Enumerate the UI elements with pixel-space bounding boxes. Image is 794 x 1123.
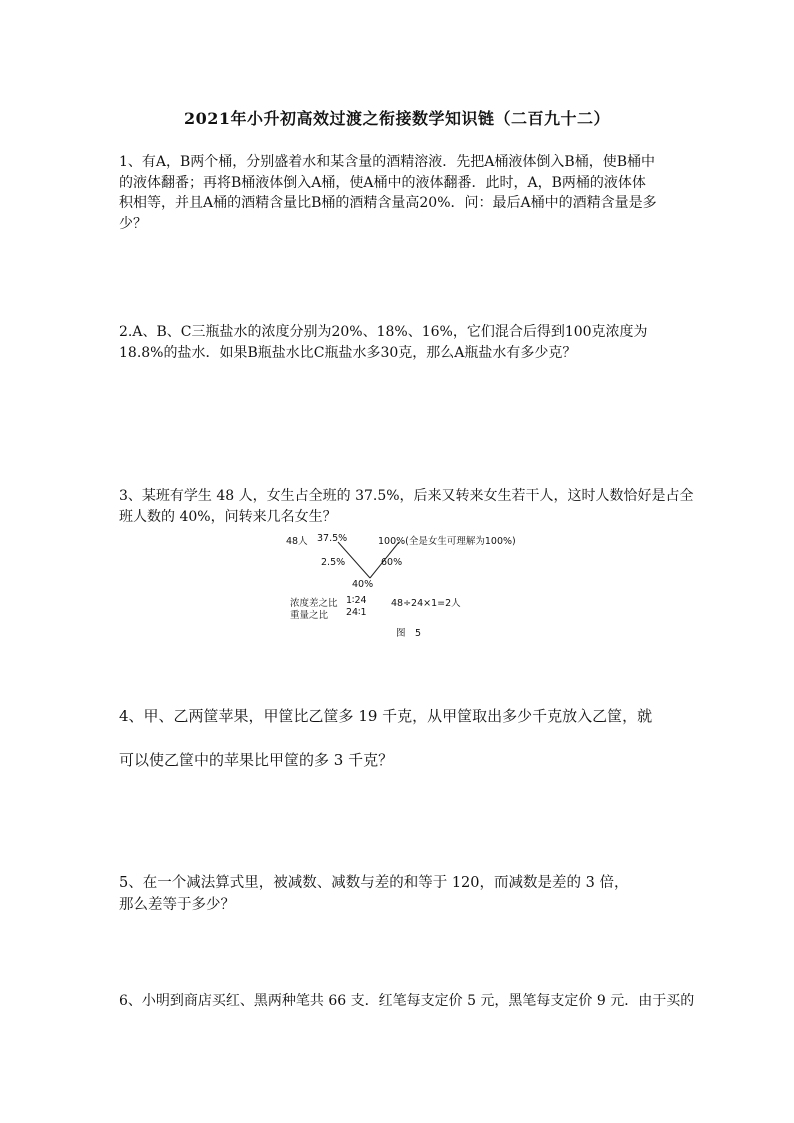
question-1-line: 积相等，并且A桶的酒精含量比B桶的酒精含量高20%．问：最后A桶中的酒精含量是多 <box>119 195 657 211</box>
figure-left-pct: 37.5% <box>317 533 348 544</box>
question-2 <box>119 322 679 363</box>
figure-diff-left: 2.5% <box>321 557 346 568</box>
figure-people: 48人 <box>286 536 308 547</box>
question-1-line: 的液体翻番；再将B桶液体倒入A桶，使A桶中的液体翻番．此时，A，B两桶的液体体 <box>119 174 646 191</box>
question-1 <box>119 152 679 234</box>
mixture-diagram <box>280 528 540 644</box>
figure-mix-pct: 40% <box>352 579 374 590</box>
figure-ratio1-value: 1∶24 <box>346 595 367 606</box>
question-3 <box>119 486 694 527</box>
figure-caption: 图 5 <box>396 628 422 639</box>
figure-diff-right: 60% <box>381 557 403 568</box>
question-5-line: 那么差等于多少？ <box>119 897 235 913</box>
question-4-line: 4、甲、乙两筐苹果，甲筐比乙筐多 19 千克，从甲筐取出多少千克放入乙筐，就 <box>119 707 653 725</box>
figure-right-pct: 100%(全是女生可理解为100%) <box>378 536 516 547</box>
question-4 <box>119 704 679 772</box>
question-6 <box>119 991 695 1012</box>
question-1-line: 少？ <box>119 215 147 232</box>
question-3-line: 3、某班有学生 48 人，女生占全班的 37.5%，后来又转来女生若干人，这时人数恰好是占全 <box>119 488 694 504</box>
figure-ratio2-label: 重量之比 <box>290 610 329 621</box>
question-6-line: 6、小明到商店买红、黑两种笔共 66 支．红笔每支定价 5 元，黑笔每支定价 9 元．由于买的 <box>119 993 695 1009</box>
question-2-line: 2.A、B、C三瓶盐水的浓度分别为20%、18%、16%，它们混合后得到100克浓度为 <box>119 324 648 340</box>
question-1-line: 1、有A，B两个桶，分别盛着水和某含量的酒精溶液．先把A桶液体倒入B桶，使B桶中 <box>119 154 655 170</box>
figure-ratio2-value: 24∶1 <box>346 607 367 618</box>
figure-ratio1-label: 浓度差之比 <box>290 598 338 609</box>
page-title: 2021年小升初高效过渡之衔接数学知识链（二百九十二） <box>183 109 611 128</box>
question-4-line: 可以使乙筐中的苹果比甲筐的多 3 千克？ <box>119 751 394 769</box>
question-2-line: 18.8%的盐水．如果B瓶盐水比C瓶盐水多30克，那么A瓶盐水有多少克？ <box>119 344 577 361</box>
figure-calc: 48÷24×1=2人 <box>391 598 461 609</box>
question-5-line: 5、在一个减法算式里，被减数、减数与差的和等于 120，而减数是差的 3 倍， <box>119 875 629 891</box>
question-5 <box>119 872 679 916</box>
question-3-line: 班人数的 40%，问转来几名女生？ <box>119 508 337 525</box>
